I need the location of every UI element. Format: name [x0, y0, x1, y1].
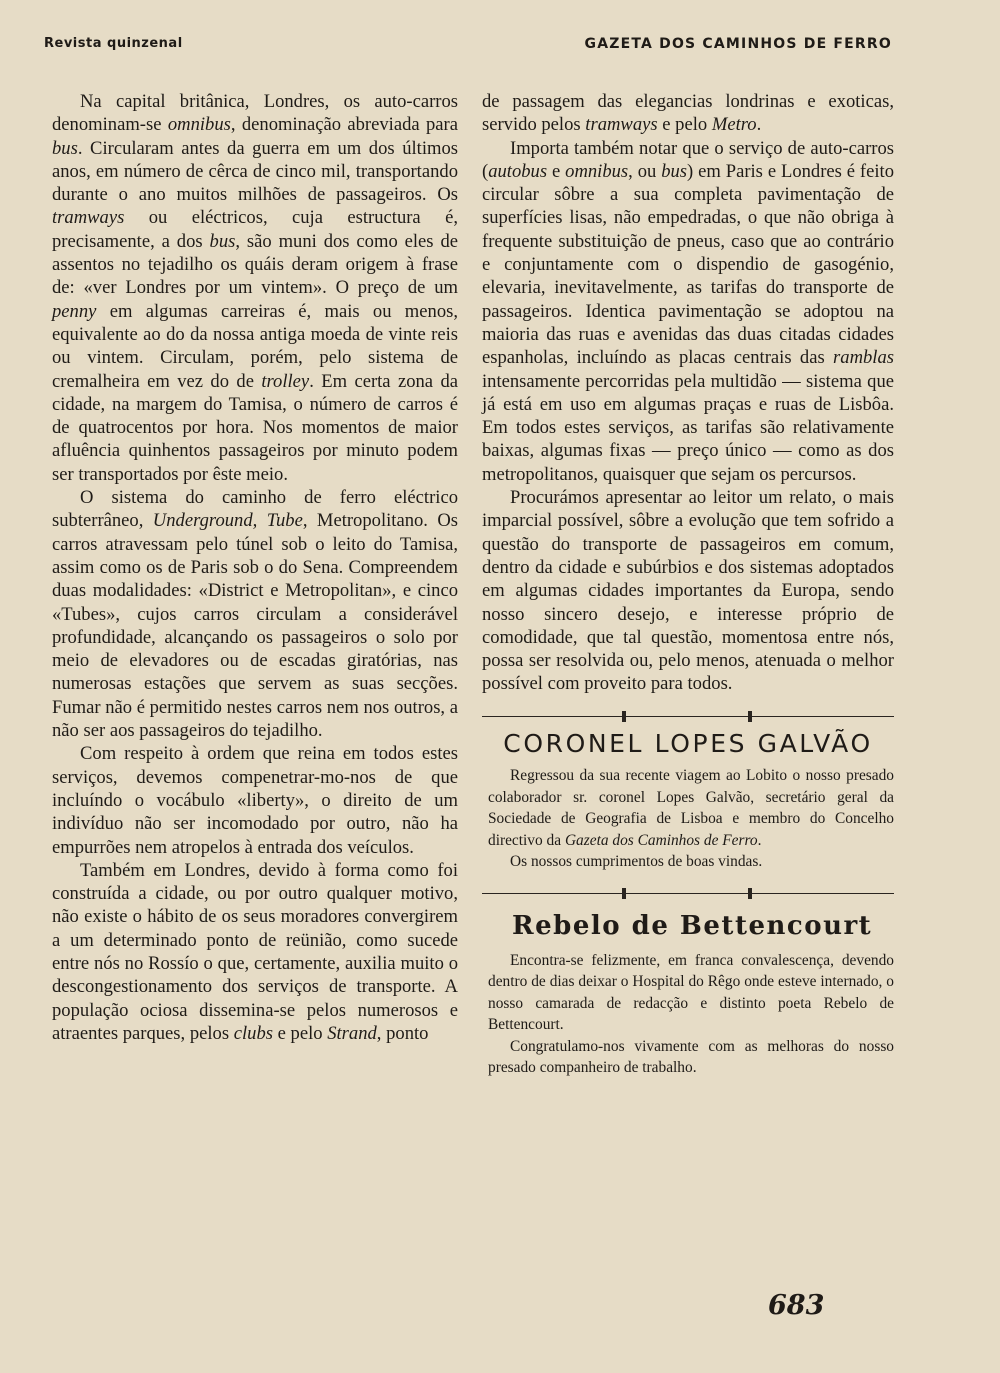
news-item-lopes-galvao	[482, 765, 894, 873]
news-paragraph: Os nossos cumprimentos de boas vindas.	[510, 853, 763, 871]
page-number: 683	[768, 1290, 825, 1321]
paragraph-pavement: Importa também notar que o serviço de auto-carros (autobus e omnibus, ou bus) em Paris e Londres é feito circular sôbre a sua completa pavimentação de superfícies lisas, não empedradas, o que não obriga à frequente substituição de pneus, caso que ao contrário e conjuntamente com o dispendio de gasogénio, elevaria, inevitavelmente, as tarifas do transporte de passageiros. Identica pavimentação se adoptou na maioria das ruas e avenidas das duas citadas cidades espanholas, incluíndo as placas centrais das ramblas intensamente percorridas pela multidão — sistema que já está em uso em algumas praças e ruas de Lisbôa. Em todos estes serviços, as tarifas são relativamente baixas, algumas fixas — preço único — como as dos metropolitanos, quaisquer que sejam os percursos.	[482, 137, 894, 485]
news-paragraph: Congratulamo-nos vivamente com as melhoras do nosso presado companheiro de trabalho.	[488, 1037, 894, 1077]
paragraph-city-layout: Também em Londres, devido à forma como foi construída a cidade, ou por outro qualquer motivo, não existe o hábito de os seus moradores convergirem a um determinado ponto de reünião, como sucede entre nós no Rossío o que, certamente, auxilia muito o descongestionamento dos serviços de transporte. A população ociosa dissemina-se pelos numerosos e atraentes parques, pelos clubs e pelo Strand, ponto	[52, 859, 458, 1044]
paragraph-order: Com respeito à ordem que reina em todos estes serviços, devemos compenetrar-mo-nos de que incluíndo o vocábulo «liberty», o direito de um indivíduo não ser incomodado por outro, não ha empurrões nem atropelos à entrada dos veículos.	[52, 743, 458, 858]
paragraph-london-buses: Na capital britânica, Londres, os auto-carros denominam-se omnibus, denominação abreviada para bus. Circularam antes da guerra em um dos últimos anos, em número de cêrca de cinco mil, transportando durante o ano muitos milhões de passageiros. Os tramways ou eléctricos, cuja estructura é, precisamente, a dos bus, são muni dos como eles de assentos no tejadilho os quáis deram origem à frase de: «ver Londres por um vintem». O preço de um penny em algumas carreiras é, mais ou menos, equivalente ao do da nossa antiga moeda de vinte reis ou vintem. Circulam, porém, pelo sistema de cremalheira em vez do de trolley. Em certa zona da cidade, na margem do Tamisa, o número de carros é de quatrocentos por hora. Nos momentos de maior afluência quinhentos passageiros por minuto podem ser transportados por êste meio.	[52, 91, 458, 485]
paragraph-underground: O sistema do caminho de ferro eléctrico subterrâneo, Underground, Tube, Metropolitano. Os carros atravessam pelo túnel sob o leito do Tamisa, assim como os de Paris sob o do Sena. Compreendem duas modalidades: «District e Metropolitan», e cinco «Tubes», cujos carros circulam a considerável profundidade, alcançando os passageiros o solo por meio de elevadores ou de escadas giratórias, nas numerosas estações que servem as suas secções. Fumar não é permitido nestes carros nem nos outros, a não ser aos passageiros do tejadilho.	[52, 487, 459, 742]
news-paragraph: Encontra-se felizmente, em franca convalescença, devendo dentro de dias deixar o Hospital do Rêgo onde esteve internado, o nosso camarada de redacção e distinto poeta Rebelo de Bettencourt.	[488, 951, 894, 1034]
right-column	[482, 90, 894, 1079]
running-header-right: GAZETA DOS CAMINHOS DE FERRO	[584, 36, 892, 52]
section-divider	[482, 710, 894, 724]
running-header-left: Revista quinzenal	[44, 36, 183, 51]
paragraph-conclusion: Procurámos apresentar ao leitor um relato, o mais imparcial possível, sôbre a evolução que tem sofrido a questão do transporte de passageiros em comum, dentro da cidade e subúrbios e dos sistemas adoptados em algumas cidades importantes da Europa, sendo nosso sincero desejo, e interesse próprio de comodidade, que tal questão, momentosa entre nós, possa ser resolvida ou, pelo menos, atenuada o melhor possível com proveito para todos.	[482, 487, 894, 695]
news-heading-lopes-galvao: CORONEL LOPES GALVÃO	[503, 728, 873, 758]
news-item-bettencourt	[482, 950, 894, 1079]
news-paragraph: Regressou da sua recente viagem ao Lobito o nosso presado colaborador sr. coronel Lopes Galvão, secretário geral da Sociedade de Geografia de Lisboa e membro do Concelho directivo da Gazeta dos Caminhos de Ferro.	[488, 767, 894, 849]
section-divider	[482, 887, 894, 901]
paragraph-continuation: de passagem das elegancias londrinas e exoticas, servido pelos tramways e pelo Metro.	[482, 91, 894, 136]
left-column	[52, 90, 458, 1045]
news-heading-bettencourt: Rebelo de Bettencourt	[512, 910, 873, 941]
